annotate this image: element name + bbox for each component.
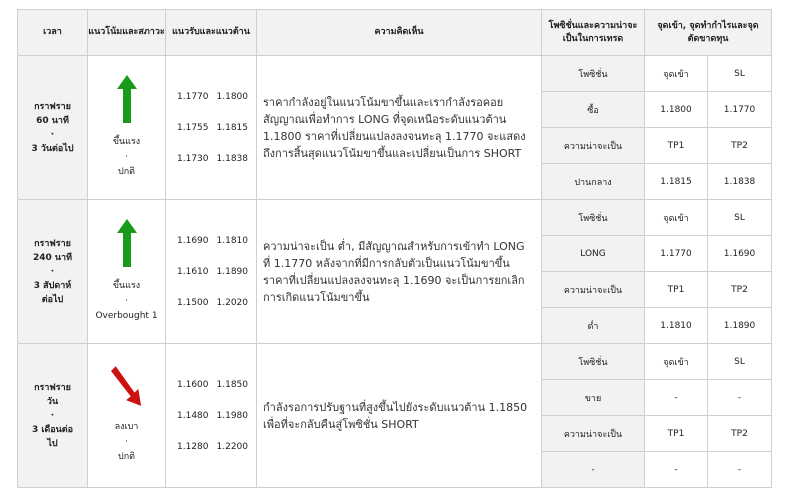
trend-wrap xyxy=(88,75,165,180)
level-row xyxy=(177,112,256,143)
stop-cell: SL xyxy=(708,344,772,380)
position-cell: ซื้อ xyxy=(542,92,645,128)
header-comment: ความคิดเห็น xyxy=(257,10,542,56)
support-level: 1.1600 xyxy=(177,379,209,390)
position-cell: - xyxy=(542,452,645,488)
entry-cell: - xyxy=(645,380,708,416)
support-level: 1.1770 xyxy=(177,91,209,102)
entry-cell: 1.1770 xyxy=(645,236,708,272)
time-cell xyxy=(18,200,88,344)
entry-cell: 1.1800 xyxy=(645,92,708,128)
entry-cell: TP1 xyxy=(645,272,708,308)
up-arrow-icon xyxy=(117,219,137,267)
entry-cell: TP1 xyxy=(645,416,708,452)
header-position: โพซิชั่นและความน่าจะเป็นในการเทรด xyxy=(542,10,645,56)
trend-wrap xyxy=(88,366,165,465)
header-entry: จุดเข้า, จุดทำกำไรและจุดตัดขาดทุน xyxy=(645,10,772,56)
level-row xyxy=(177,256,256,287)
support-level: 1.1730 xyxy=(177,153,209,164)
level-row xyxy=(177,400,256,431)
entry-cell: จุดเข้า xyxy=(645,344,708,380)
position-cell: โพซิชั่น xyxy=(542,200,645,236)
trend-text: Overbought 1 xyxy=(95,311,158,321)
position-cell: ความน่าจะเป็น xyxy=(542,272,645,308)
header-row xyxy=(18,10,772,56)
trend-text: ลงเบา xyxy=(114,422,139,432)
trend-cell xyxy=(88,56,166,200)
entry-cell: จุดเข้า xyxy=(645,56,708,92)
trend-cell xyxy=(88,344,166,488)
trend-text: · xyxy=(125,437,128,447)
support-level: 1.1280 xyxy=(177,441,209,452)
entry-cell: 1.1810 xyxy=(645,308,708,344)
time-line: 240 นาที xyxy=(32,252,73,263)
stop-cell: 1.1690 xyxy=(708,236,772,272)
levels-cell xyxy=(166,344,257,488)
stop-cell: TP2 xyxy=(708,272,772,308)
position-cell: ปานกลาง xyxy=(542,164,645,200)
resistance-level: 1.1980 xyxy=(216,410,248,421)
time-line: ไป xyxy=(47,438,58,449)
trend-text: · xyxy=(125,296,128,306)
time-line: · xyxy=(50,266,55,277)
time-line: 3 เดือนต่อ xyxy=(31,424,74,435)
stop-cell: - xyxy=(708,380,772,416)
time-line: · xyxy=(50,129,55,140)
stop-cell: 1.1770 xyxy=(708,92,772,128)
forecast-table xyxy=(17,9,772,488)
resistance-level: 1.1890 xyxy=(216,266,248,277)
resistance-level: 1.1810 xyxy=(216,235,248,246)
entry-cell: จุดเข้า xyxy=(645,200,708,236)
entry-cell: 1.1815 xyxy=(645,164,708,200)
support-level: 1.1755 xyxy=(177,122,209,133)
time-line: วัน xyxy=(46,396,59,407)
position-cell: ต่ำ xyxy=(542,308,645,344)
support-level: 1.1610 xyxy=(177,266,209,277)
time-line: กราฟราย xyxy=(34,238,71,249)
header-trend: แนวโน้มและสภาวะ xyxy=(88,10,166,56)
table-row xyxy=(18,200,772,236)
header-time: เวลา xyxy=(18,10,88,56)
trend-text: ปกติ xyxy=(117,452,135,462)
time-line: ต่อไป xyxy=(41,294,64,305)
entry-cell: - xyxy=(645,452,708,488)
trend-cell xyxy=(88,200,166,344)
position-cell: LONG xyxy=(542,236,645,272)
levels-cell xyxy=(166,200,257,344)
trend-wrap xyxy=(88,219,165,324)
level-row xyxy=(177,143,256,174)
resistance-level: 1.1850 xyxy=(216,379,248,390)
resistance-level: 1.1815 xyxy=(216,122,248,133)
table-row xyxy=(18,344,772,380)
trend-text: ขึ้นแรง xyxy=(112,137,141,147)
time-line: 3 สัปดาห์ xyxy=(33,280,72,291)
support-level: 1.1480 xyxy=(177,410,209,421)
trend-text: ขึ้นแรง xyxy=(112,281,141,291)
down-right-arrow-icon xyxy=(111,366,143,408)
up-arrow-icon xyxy=(117,75,137,123)
stop-cell: TP2 xyxy=(708,416,772,452)
time-line: · xyxy=(50,410,55,421)
resistance-level: 1.1800 xyxy=(216,91,248,102)
time-line: 3 วันต่อไป xyxy=(31,143,74,154)
header-levels: แนวรับและแนวต้าน xyxy=(166,10,257,56)
stop-cell: SL xyxy=(708,200,772,236)
levels-cell xyxy=(166,56,257,200)
comment-cell: กำลังรอการปรับฐานที่สูงขึ้นไปยังระดับแนวต้าน 1.1850 เพื่อที่จะกลับคืนสู่โพซิชั่น SHORT xyxy=(257,344,542,488)
position-cell: ความน่าจะเป็น xyxy=(542,416,645,452)
time-cell xyxy=(18,56,88,200)
stop-cell: - xyxy=(708,452,772,488)
table-row xyxy=(18,56,772,92)
resistance-level: 1.2200 xyxy=(216,441,248,452)
entry-cell: TP1 xyxy=(645,128,708,164)
time-line: กราฟราย xyxy=(34,101,71,112)
time-line: 60 นาที xyxy=(36,115,69,126)
position-cell: ความน่าจะเป็น xyxy=(542,128,645,164)
position-cell: ขาย xyxy=(542,380,645,416)
level-row xyxy=(177,287,256,318)
resistance-level: 1.2020 xyxy=(216,297,248,308)
support-level: 1.1500 xyxy=(177,297,209,308)
level-row xyxy=(177,81,256,112)
support-level: 1.1690 xyxy=(177,235,209,246)
stop-cell: 1.1838 xyxy=(708,164,772,200)
comment-cell: ราคากำลังอยู่ในแนวโน้มขาขึ้นและเรากำลังรอคอยสัญญาณเพื่อทำการ LONG ที่จุดเหนือระดับแนวต้าน 1.1800 ราคาที่เปลี่ยนแปลงลงจนทะลุ 1.1770 จะแสดงถึงการสิ้นสุดแนวโน้มขาขึ้นและเปลี่ยนเป็นการ SHORT xyxy=(257,56,542,200)
position-cell: โพซิชั่น xyxy=(542,56,645,92)
stop-cell: 1.1890 xyxy=(708,308,772,344)
trend-text: · xyxy=(125,152,128,162)
level-row xyxy=(177,431,256,462)
level-row xyxy=(177,225,256,256)
time-line: กราฟราย xyxy=(34,382,71,393)
stop-cell: SL xyxy=(708,56,772,92)
level-row xyxy=(177,369,256,400)
comment-cell: ความน่าจะเป็น ต่ำ, มีสัญญาณสำหรับการเข้าทำ LONG ที่ 1.1770 หลังจากที่มีการกลับตัวเป็นแนวโน้มขาขึ้น ราคาที่เปลี่ยนแปลงลงจนทะลุ 1.1690 จะเป็นการยกเลิกการเกิดแนวโน้มขาขึ้น xyxy=(257,200,542,344)
resistance-level: 1.1838 xyxy=(216,153,248,164)
time-cell xyxy=(18,344,88,488)
position-cell: โพซิชั่น xyxy=(542,344,645,380)
trend-text: ปกติ xyxy=(117,167,135,177)
stop-cell: TP2 xyxy=(708,128,772,164)
